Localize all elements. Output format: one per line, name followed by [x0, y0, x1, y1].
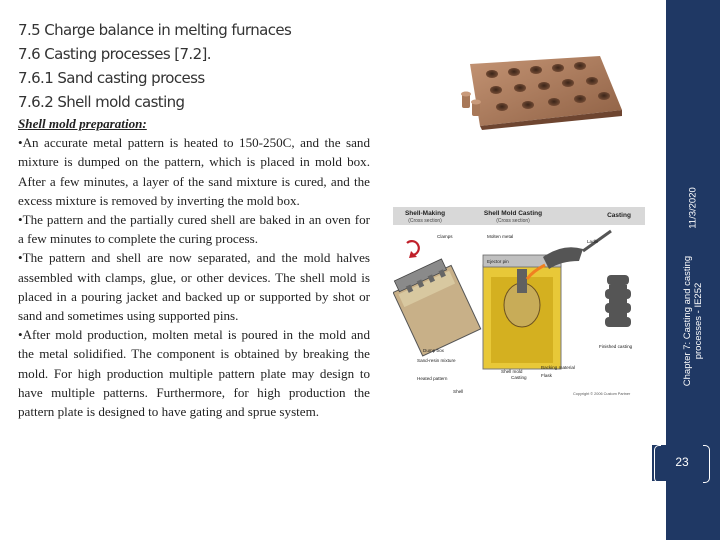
heading-line: 7.5 Charge balance in melting furnaces	[18, 21, 292, 39]
label-molten-metal: Molten metal	[487, 234, 514, 239]
label-ejector-pin: Ejector pin	[487, 259, 509, 264]
slide-date	[670, 178, 716, 238]
page-number: 23	[675, 455, 689, 469]
bullet-paragraph: •The pattern and the partially cured shell are baked in an oven for a few minutes to complete the curing process.	[18, 212, 370, 247]
header-shell-making-sub: (Cross section)	[408, 218, 442, 224]
bullet-paragraph: •The pattern and shell are now separated, and the mold halves assembled with clamps, glue, or other devices. The shell mold is placed in a pouring jacket and backed up or supported by shot or sand and sometimes using supported pins.	[18, 250, 370, 324]
pattern-plate-photo	[450, 52, 624, 130]
date-text: 11/3/2020	[687, 187, 699, 229]
shell-mold-diagram	[393, 207, 645, 401]
heading-line: 7.6 Casting processes [7.2].	[18, 45, 211, 63]
bullet-paragraph: •An accurate metal pattern is heated to 150-250C, and the sand mixture is dumped on the pattern, which is placed in mold box. After a few minutes, a layer of the sand mixture is cured, and the excess mixture is removed by inverting the mold box.	[18, 135, 370, 208]
body-text	[18, 114, 370, 421]
right-bracket-icon	[703, 445, 710, 483]
header-casting: Casting	[607, 212, 631, 219]
bullet-paragraph: •After mold production, molten metal is poured in the mold and the metal solidified. The component is obtained by breaking the mold. For high production multiple pattern plate may design to have multiple patterns. Furthermore, for high production the pattern plate is designed to have gating and sprue system.	[18, 327, 370, 420]
label-casting: Casting	[511, 375, 527, 380]
chapter-footer	[668, 240, 718, 402]
header-shell-mold-casting: Shell Mold Casting	[483, 210, 543, 217]
label-dump-box: Dump box	[423, 348, 444, 353]
slide-heading	[18, 18, 398, 114]
header-shell-mold-casting-sub: (Cross section)	[496, 218, 530, 224]
label-finished-casting: Finished casting	[599, 344, 633, 349]
header-shell-making: Shell-Making	[404, 210, 446, 217]
diagram-illustration	[393, 207, 645, 401]
label-clamps: Clamps	[437, 234, 453, 239]
subheading: Shell mold preparation:	[18, 116, 147, 131]
page-number-badge	[652, 445, 712, 481]
heading-line: 7.6.1 Sand casting process	[18, 69, 205, 87]
label-shell: Shell	[453, 389, 464, 394]
diagram-copyright: Copyright © 2006 Custom Partner	[573, 392, 631, 396]
label-backing-material: Backing material	[541, 365, 575, 370]
label-flask: Flask	[541, 373, 552, 378]
label-ladle: Ladle	[587, 239, 599, 244]
chapter-line: processes - IE252	[693, 282, 704, 360]
chapter-line: Chapter 7: Casting and casting	[682, 255, 693, 387]
label-shell-mold: Shell mold	[501, 369, 523, 374]
label-sand-resin-mixture: Sand-resin mixture	[417, 358, 456, 363]
heading-line: 7.6.2 Shell mold casting	[18, 93, 185, 111]
label-heated-pattern: Heated pattern	[417, 376, 448, 381]
